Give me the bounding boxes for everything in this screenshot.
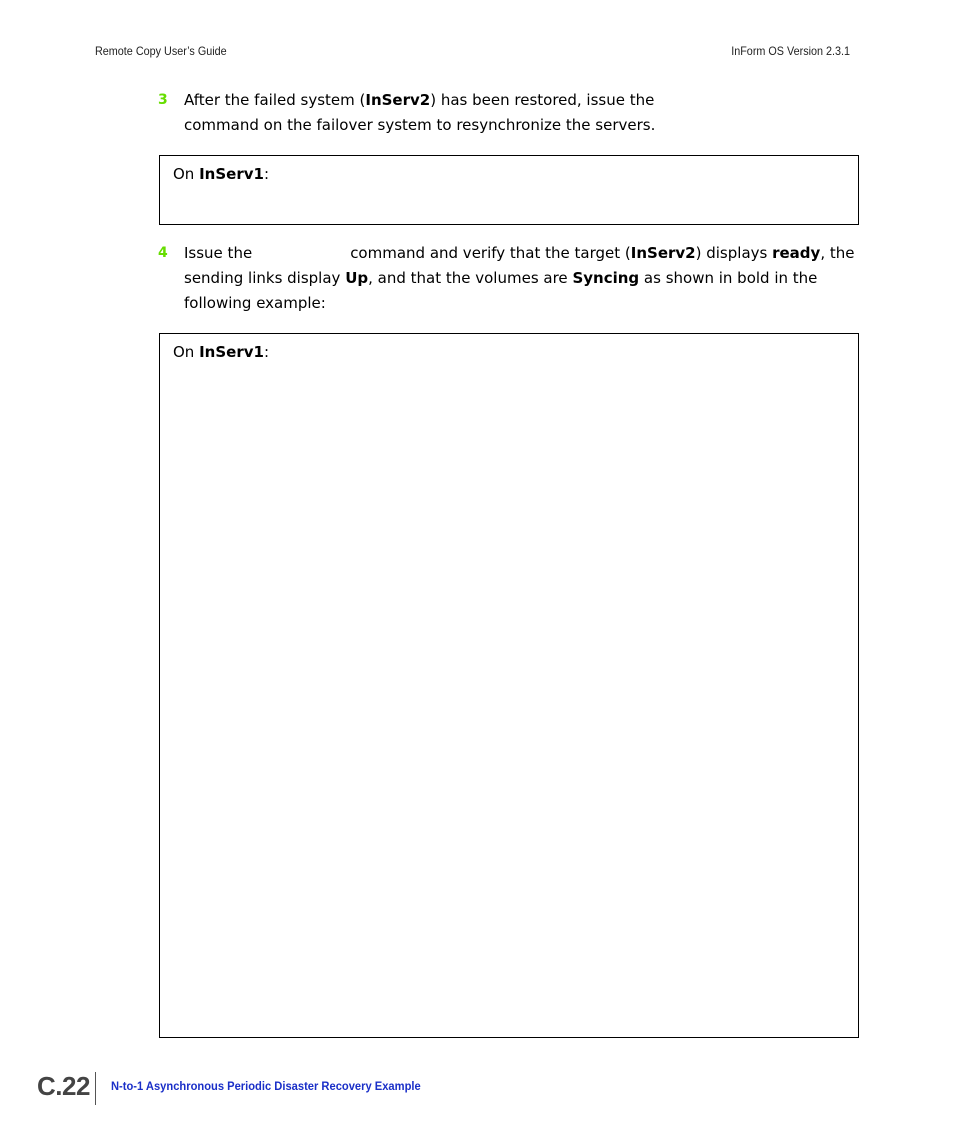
status-up: Up — [345, 269, 369, 287]
step-text: Issue the command and verify that the target (InServ2) displays ready, the sending links display Up, and that the volumes are Syncing as shown in bold in the following example: — [184, 244, 855, 312]
running-header-right: InForm OS Version 2.3.1 — [731, 44, 850, 58]
status-ready: ready — [772, 244, 821, 262]
status-syncing: Syncing — [572, 269, 640, 287]
command-box-label: On InServ1: — [173, 165, 270, 183]
footer-divider — [95, 1072, 96, 1105]
command-box — [159, 155, 859, 225]
chapter-title: N-to-1 Asynchronous Periodic Disaster Recovery Example — [111, 1079, 421, 1093]
system-name: InServ2 — [630, 244, 696, 262]
step-text: After the failed system (InServ2) has been restored, issue the command on the failover system to resynchronize the servers. — [184, 91, 656, 134]
page-number: C.22 — [37, 1071, 90, 1101]
step-4 — [158, 241, 858, 316]
system-name: InServ1 — [199, 343, 264, 361]
example-box — [159, 333, 859, 1038]
example-box-label: On InServ1: — [173, 343, 270, 361]
running-header-left: Remote Copy User’s Guide — [95, 44, 227, 58]
step-3 — [158, 88, 858, 138]
system-name: InServ2 — [365, 91, 431, 109]
step-number: 3 — [158, 92, 168, 108]
step-number: 4 — [158, 245, 168, 261]
system-name: InServ1 — [199, 165, 264, 183]
